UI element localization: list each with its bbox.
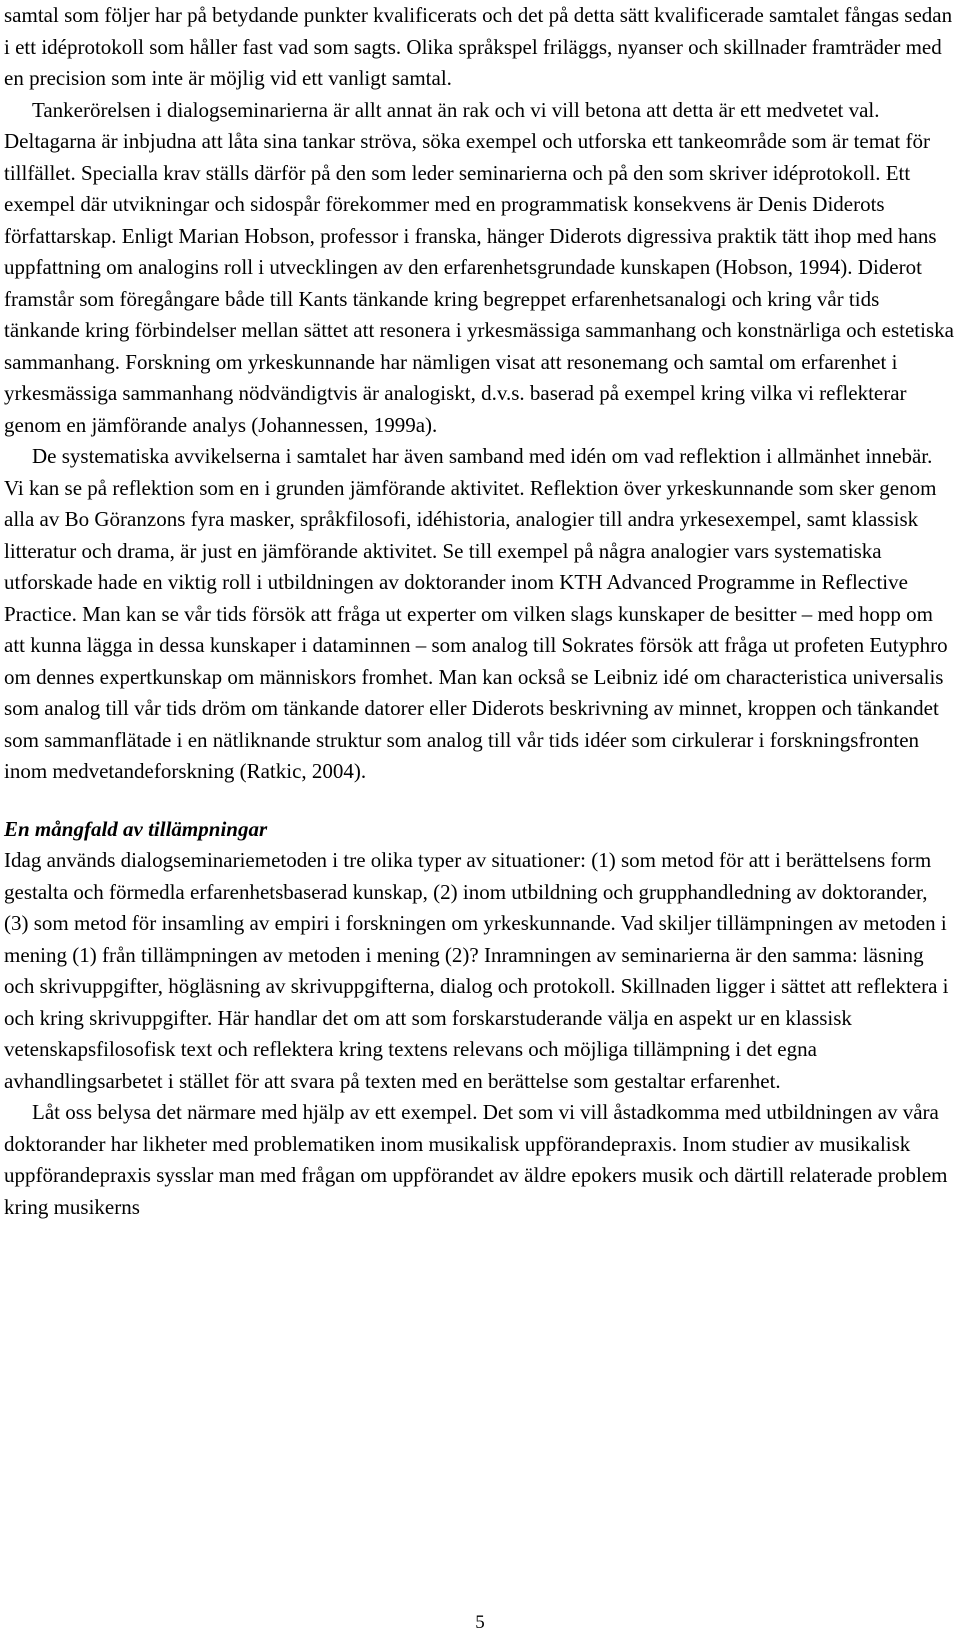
section-heading: En mångfald av tillämpningar	[4, 816, 268, 841]
paragraph-1: samtal som följer har på betydande punkter kvalificerats och det på detta sätt kvalificerade samtalet fångas sedan i ett idéprotokoll som håller fast vad som sagts. Olika språkspel friläggs, nyanser och skillnader framträder med en precision som inte är möjlig vid ett vanligt samtal.	[4, 3, 953, 90]
page-number: 5	[475, 1612, 485, 1633]
paragraph-2: Tankerörelsen i dialogseminarierna är allt annat än rak och vi vill betona att detta är ett medvetet val. Deltagarna är inbjudna att låta sina tankar ströva, söka exempel och utforska ett tankeområde som är temat för tillfället. Specialla krav ställs därför på den som leder seminarierna och på den som skriver idéprotokoll. Ett exempel där utvikningar och sidospår förekommer med en programmatisk konsekvens är Denis Diderots författarskap. Enligt Marian Hobson, professor i franska, hänger Diderots digressiva praktik tätt ihop med hans uppfattning om analogins roll i utvecklingen av den erfarenhetsgrundade kunskapen (Hobson, 1994). Diderot framstår som föregångare både till Kants tänkande kring begreppet erfarenhetsanalogi och kring vår tids tänkande kring förbindelser mellan sättet att resonera i yrkesmässiga sammanhang och konstnärliga och estetiska sammanhang. Forskning om yrkeskunnande har nämligen visat att resonemang och samtal om erfarenhet i yrkesmässiga sammanhang nödvändigtvis är analogiskt, d.v.s. baserad på exempel kring vilka vi reflekterar genom en jämförande analys (Johannessen, 1999a).	[4, 97, 954, 437]
paragraph-4: Idag används dialogseminariemetoden i tre olika typer av situationer: (1) som metod för att i berättelsens form gestalta och förmedla erfarenhetsbaserad kunskap, (2) inom utbildning och grupphandledning av doktorander, (3) som metod för insamling av empiri i forskningen om yrkeskunnande. Vad skiljer tillämpningen av metoden i mening (1) från tillämpningen av metoden i mening (2)? Inramningen av seminarierna är den samma: läsning och skrivuppgifter, högläsning av skrivuppgifterna, dialog och protokoll. Skillnaden ligger i sättet att reflektera i och kring skrivuppgifter. Här handlar det om att som forskarstuderande välja en aspekt ur en klassisk vetenskapsfilosofisk text och reflektera kring textens relevans och möjliga tillämpning i det egna avhandlingsarbetet i stället för att svara på texten med en berättelse som gestaltar erfarenhet.	[4, 848, 949, 1093]
paragraph-5: Låt oss belysa det närmare med hjälp av ett exempel. Det som vi vill åstadkomma med utbildningen av våra doktorander har likheter med problematiken inom musikalisk uppförandepraxis. Inom studier av musikalisk uppförandepraxis sysslar man med frågan om uppförandet av äldre epokers musik och därtill relaterade problem kring musikerns	[4, 1100, 948, 1219]
paragraph-3: De systematiska avvikelserna i samtalet har även samband med idén om vad reflektion i allmänhet innebär. Vi kan se på reflektion som en i grunden jämförande aktivitet. Reflektion över yrkeskunnande som sker genom alla av Bo Göranzons fyra masker, språkfilosofi, idéhistoria, analogier till andra yrkesexempel, samt klassisk litteratur och drama, är just en jämförande aktivitet. Se till exempel på några analogier vars systematiska utforskade hade en viktig roll i utbildningen av doktorander inom KTH Advanced Programme in Reflective Practice. Man kan se vår tids försök att fråga ut experter om vilken slags kunskaper de besitter – med hopp om att kunna lägga in dessa kunskaper i dataminnen – som analog till Sokrates försök att fråga ut profeten Eutyphro om dennes expertkunskap om människors fromhet. Man kan också se Leibniz idé om characteristica universalis som analog till vår tids dröm om tänkande datorer eller Diderots beskrivning av minnet, kroppen och tänkandet som sammanflätade i en nätliknande struktur som analog till vår tids idéer som cirkulerar i forskningsfronten inom medvetandeforskning (Ratkic, 2004).	[4, 444, 948, 783]
body-text	[4, 0, 956, 1223]
